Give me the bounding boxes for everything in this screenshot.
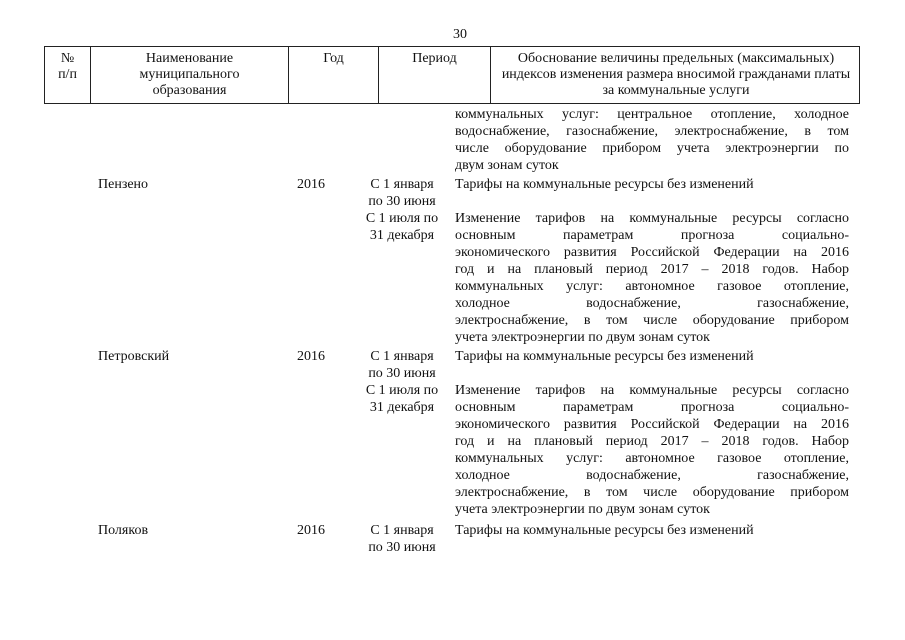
text-line: основным параметрам прогноза социально- xyxy=(455,400,849,415)
period-cell: С 1 января по 30 июня xyxy=(368,349,436,381)
text-line: коммунальных услуг: автономное газовое отопление, xyxy=(455,451,849,466)
text-line: коммунальных услуг: центральное отопление, холодное xyxy=(455,107,849,122)
text-line: двум зонам суток xyxy=(455,158,559,173)
justification-text xyxy=(455,210,849,346)
text-line: экономического развития Российской Федерации на 2016 xyxy=(455,245,849,260)
text-line: учета электроэнергии по двум зонам суток xyxy=(455,330,710,345)
header-municipality: Наименование муниципального образования xyxy=(91,47,289,103)
justification-text xyxy=(455,522,849,539)
text-line: Изменение тарифов на коммунальные ресурсы согласно xyxy=(455,383,849,398)
text-line: Тарифы на коммунальные ресурсы без изменений xyxy=(455,177,754,192)
table-header xyxy=(44,46,860,104)
header-year: Год xyxy=(289,47,379,103)
justification-text xyxy=(455,176,849,193)
period-cell: С 1 июля по 31 декабря xyxy=(365,211,439,243)
header-period: Период xyxy=(379,47,491,103)
continuation-text xyxy=(455,106,849,174)
text-line: Тарифы на коммунальные ресурсы без изменений xyxy=(455,523,754,538)
period-cell: С 1 января по 30 июня xyxy=(368,523,436,555)
text-line: холодное водоснабжение, газоснабжение, xyxy=(455,468,849,483)
text-line: коммунальных услуг: автономное газовое отопление, xyxy=(455,279,849,294)
page-number: 30 xyxy=(453,27,467,42)
header-justification: Обоснование величины предельных (максимальных) индексов изменения размера вносимой гражданами платы за коммунальные услуги xyxy=(501,51,851,98)
year-cell: 2016 xyxy=(297,349,325,364)
municipality-name: Пензено xyxy=(98,177,149,192)
text-line: числе оборудование прибором учета электроэнергии по xyxy=(455,141,849,156)
text-line: водоснабжение, газоснабжение, электроснабжение, в том xyxy=(455,124,849,139)
text-line: Изменение тарифов на коммунальные ресурсы согласно xyxy=(455,211,849,226)
text-line: основным параметрам прогноза социально- xyxy=(455,228,849,243)
year-cell: 2016 xyxy=(297,523,325,538)
text-line: электроснабжение, в том числе оборудование прибором xyxy=(455,485,849,500)
year-cell: 2016 xyxy=(297,177,325,192)
municipality-name: Поляков xyxy=(98,523,149,538)
text-line: год и на плановый период 2017 – 2018 годов. Набор xyxy=(455,262,849,277)
justification-text xyxy=(455,348,849,365)
justification-text xyxy=(455,382,849,518)
period-cell: С 1 июля по 31 декабря xyxy=(365,383,439,415)
text-line: Тарифы на коммунальные ресурсы без изменений xyxy=(455,349,754,364)
header-number: № п/п xyxy=(45,47,91,103)
text-line: электроснабжение, в том числе оборудование прибором xyxy=(455,313,849,328)
text-line: учета электроэнергии по двум зонам суток xyxy=(455,502,710,517)
text-line: холодное водоснабжение, газоснабжение, xyxy=(455,296,849,311)
text-line: год и на плановый период 2017 – 2018 годов. Набор xyxy=(455,434,849,449)
period-cell: С 1 января по 30 июня xyxy=(368,177,436,209)
municipality-name: Петровский xyxy=(98,349,170,364)
text-line: экономического развития Российской Федерации на 2016 xyxy=(455,417,849,432)
